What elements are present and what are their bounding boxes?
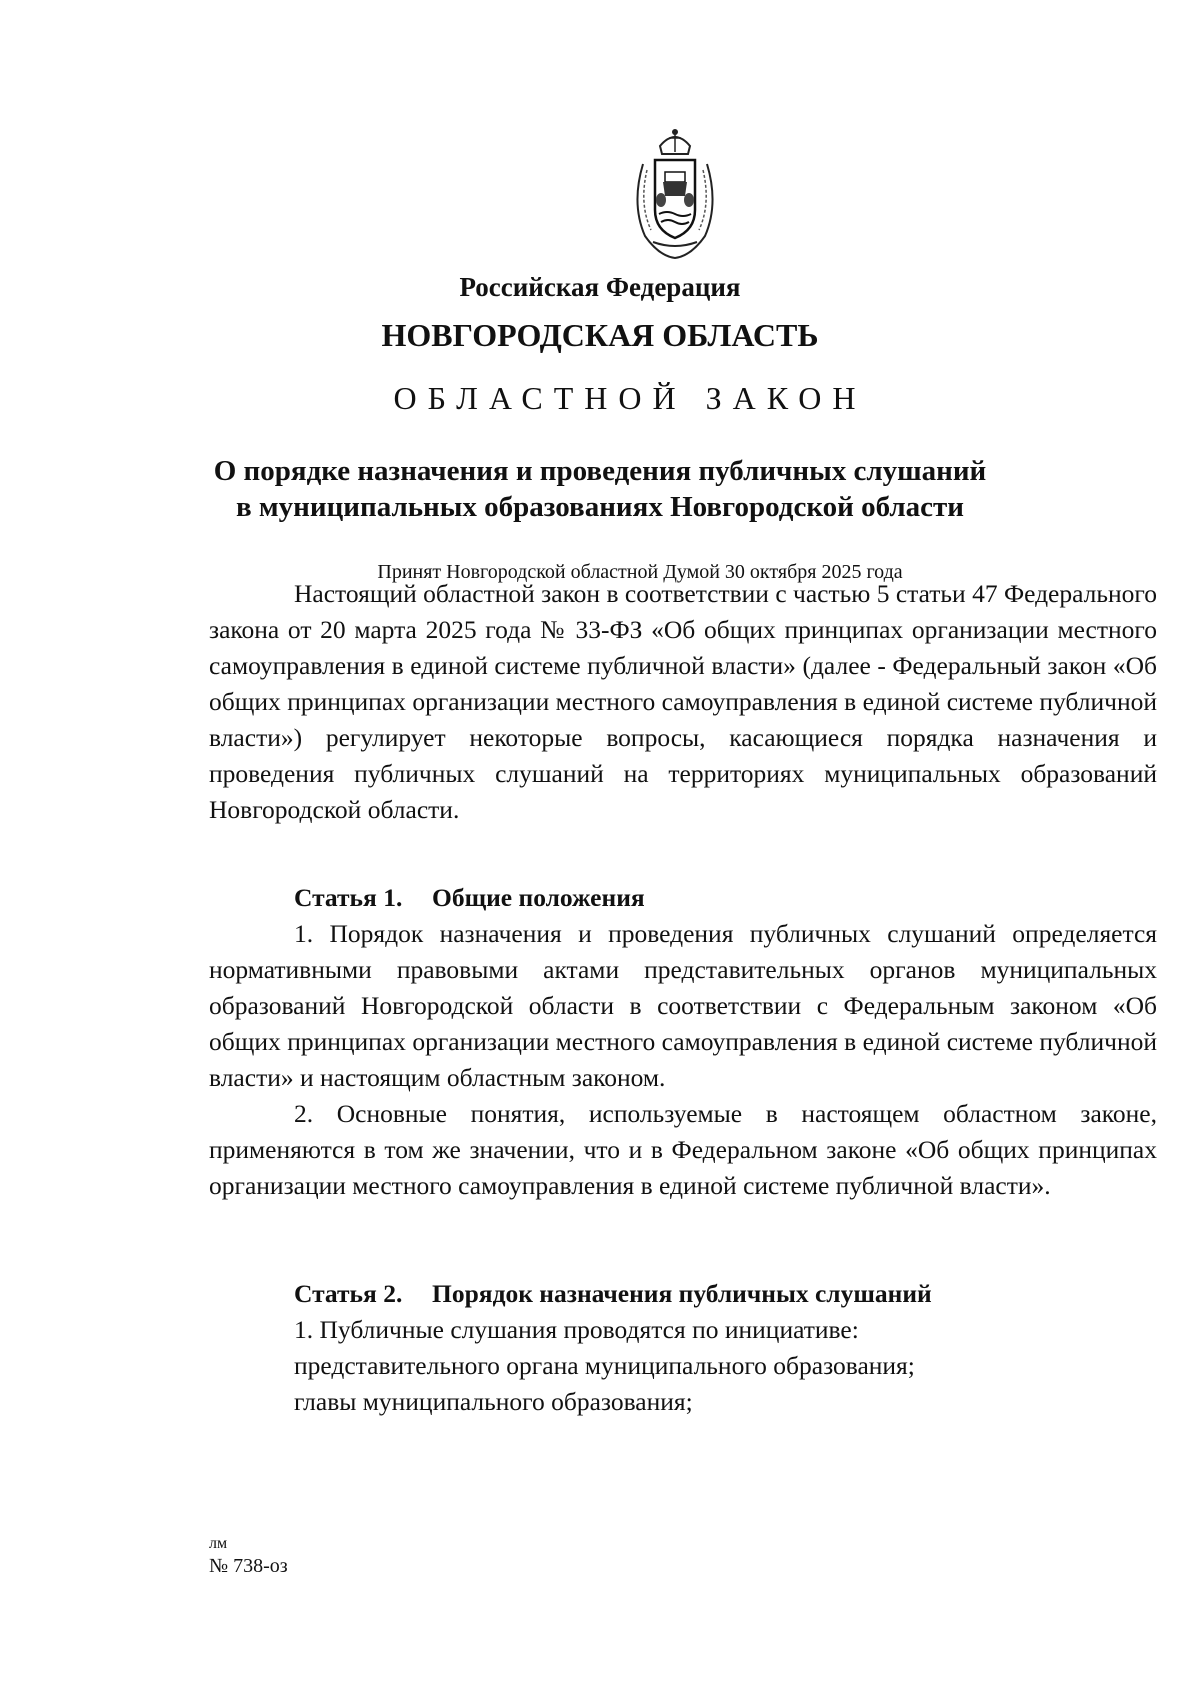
coat-of-arms-icon xyxy=(625,124,725,264)
article-2-item-1: представительного органа муниципального образования; xyxy=(294,1351,915,1380)
law-title-line-2: в муниципальных образованиях Новгородской области xyxy=(235,491,965,523)
country-name: Российская Федерация xyxy=(459,272,741,302)
article-1 xyxy=(209,880,1157,1204)
article-2-item-2: главы муниципального образования; xyxy=(294,1387,693,1416)
article-2-number: Статья 2. xyxy=(294,1279,403,1308)
document-type: ОБЛАСТНОЙ ЗАКОН xyxy=(393,380,867,416)
article-2-paragraph-1: 1. Публичные слушания проводятся по инициативе: xyxy=(294,1315,859,1344)
law-title xyxy=(0,453,1200,525)
region-name: НОВГОРОДСКАЯ ОБЛАСТЬ xyxy=(381,317,819,353)
article-1-paragraph-2: 2. Основные понятия, используемые в настоящем областном законе, применяются в том же значении, что и в Федеральном законе «Об общих принципах организации местного самоуправления в единой системе публичной власти». xyxy=(209,1099,1157,1200)
law-title-line-1: О порядке назначения и проведения публичных слушаний xyxy=(213,455,987,487)
article-2 xyxy=(209,1276,1157,1420)
article-2-title: Порядок назначения публичных слушаний xyxy=(432,1279,932,1308)
preamble-block xyxy=(209,576,1157,828)
article-1-heading xyxy=(209,880,1157,916)
article-1-title: Общие положения xyxy=(432,883,645,912)
article-2-heading xyxy=(209,1276,1157,1312)
adoption-note: Принят Новгородской областной Думой 30 октября 2025 года xyxy=(377,561,903,583)
footer-law-number: № 738-оз xyxy=(209,1555,288,1577)
article-1-number: Статья 1. xyxy=(294,883,403,912)
preamble-paragraph: Настоящий областной закон в соответствии с частью 5 статьи 47 Федерального закона от 20 марта 2025 года № 33-ФЗ «Об общих принципах организации местного самоуправления в единой системе публичной власти» (далее - Федеральный закон «Об общих принципах организации местного самоуправления в единой системе публичной власти») регулирует некоторые вопросы, касающиеся порядка назначения и проведения публичных слушаний на территориях муниципальных образований Новгородской области. xyxy=(209,579,1157,824)
footer-initials: лм xyxy=(209,1535,228,1552)
article-1-paragraph-1: 1. Порядок назначения и проведения публичных слушаний определяется нормативными правовыми актами представительных органов муниципальных образований Новгородской области в соответствии с Федеральным законом «Об общих принципах организации местного самоуправления в единой системе публичной власти» и настоящим областным законом. xyxy=(209,919,1157,1092)
document-footer xyxy=(209,1533,288,1577)
